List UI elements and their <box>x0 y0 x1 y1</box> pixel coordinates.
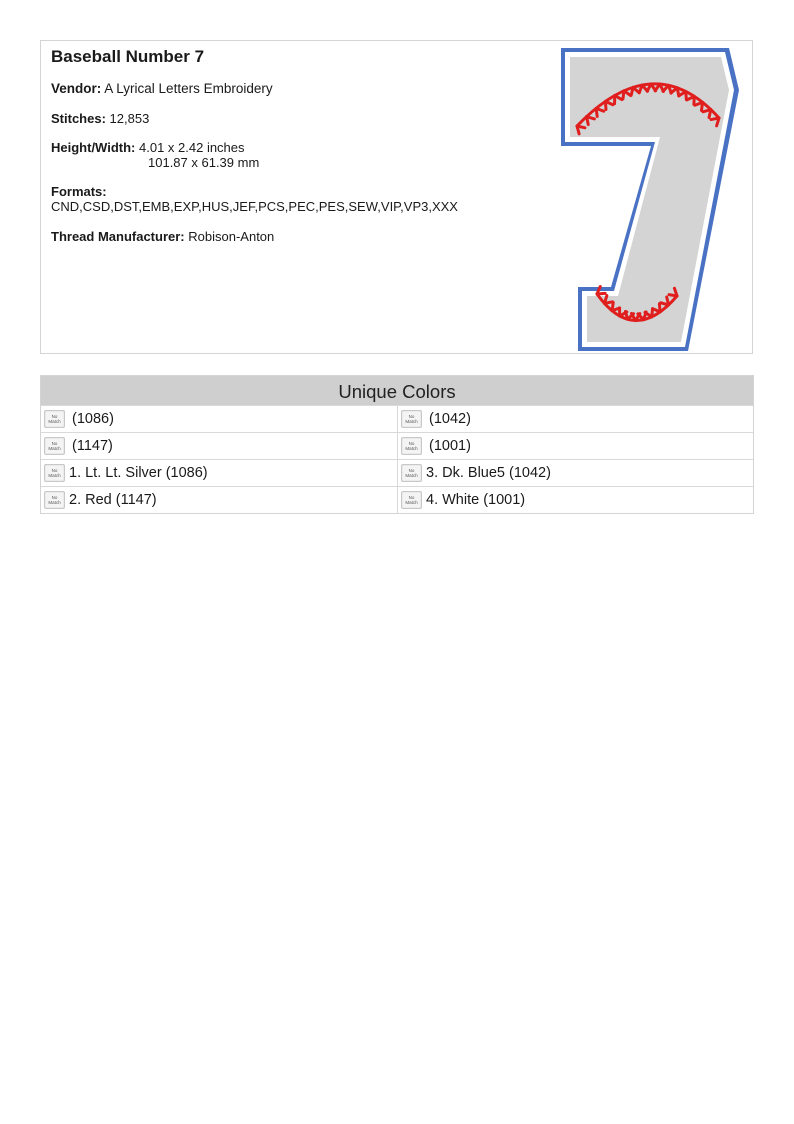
color-swatch <box>44 491 65 509</box>
stitch-mark <box>701 102 702 110</box>
seven-silver-fill <box>570 57 729 342</box>
swatch-no-text: No <box>408 495 415 500</box>
stitches-value: 12,853 <box>109 111 150 126</box>
swatch-no-text: No <box>51 441 58 446</box>
swatch-no-text: No <box>51 468 58 473</box>
formats-list: CND,CSD,DST,EMB,EXP,HUS,JEF,PCS,PEC,PES,SEW,VIP,VP3,XXX <box>51 199 458 214</box>
size-label: Height/Width: <box>51 140 136 155</box>
stitch-mark <box>667 297 669 305</box>
swatch-match-text: Match <box>48 419 61 424</box>
color-name: 4. White (1001) <box>426 492 526 508</box>
vendor-label: Vendor: <box>51 81 102 96</box>
color-cell <box>41 432 398 459</box>
color-cell <box>398 486 753 513</box>
baseball-number-7-image <box>559 46 744 351</box>
color-swatch <box>401 437 422 455</box>
color-code: (1001) <box>429 438 471 454</box>
color-cell <box>41 459 398 486</box>
swatch-match-text: Match <box>405 473 418 478</box>
swatch-match-text: Match <box>405 446 418 451</box>
swatch-no-text: No <box>408 441 415 446</box>
swatch-match-text: Match <box>48 500 61 505</box>
vendor-value: A Lyrical Letters Embroidery <box>104 81 273 96</box>
stitch-mark <box>597 293 605 294</box>
color-name: 1. Lt. Lt. Silver (1086) <box>69 465 208 481</box>
color-cell <box>398 459 753 486</box>
design-info-box <box>40 40 753 354</box>
vendor-row <box>51 81 273 96</box>
color-swatch <box>401 491 422 509</box>
thread-value: Robison-Anton <box>188 229 275 244</box>
swatch-match-text: Match <box>48 446 61 451</box>
stitch-mark <box>659 304 660 312</box>
color-cell <box>41 486 398 513</box>
color-name: 2. Red (1147) <box>69 492 157 508</box>
color-swatch <box>44 464 65 482</box>
color-cell <box>41 405 398 432</box>
color-cell <box>398 432 753 459</box>
color-swatch <box>44 410 65 428</box>
color-code: (1042) <box>429 411 471 427</box>
swatch-match-text: Match <box>48 473 61 478</box>
design-title: Baseball Number 7 <box>51 47 205 66</box>
color-swatch <box>401 464 422 482</box>
stitch-mark <box>686 92 687 100</box>
color-swatch <box>401 410 422 428</box>
stitches-label: Stitches: <box>51 111 106 126</box>
color-name: 3. Dk. Blue5 (1042) <box>426 465 551 481</box>
color-code: (1147) <box>72 438 113 454</box>
thread-row <box>51 229 274 244</box>
stitch-mark <box>577 126 585 128</box>
formats-label: Formats: <box>51 184 107 199</box>
swatch-no-text: No <box>51 495 58 500</box>
color-cell <box>398 405 753 432</box>
size-inches: 4.01 x 2.42 inches <box>139 140 245 155</box>
stitches-row <box>51 111 149 126</box>
swatch-match-text: Match <box>405 419 418 424</box>
swatch-no-text: No <box>408 414 415 419</box>
unique-colors-grid <box>41 405 753 513</box>
unique-colors-table <box>40 375 754 514</box>
size-mm: 101.87 x 61.39 mm <box>148 155 260 170</box>
color-swatch <box>44 437 65 455</box>
swatch-no-text: No <box>408 468 415 473</box>
thread-label: Thread Manufacturer: <box>51 229 185 244</box>
stitch-mark <box>709 110 711 118</box>
swatch-match-text: Match <box>405 500 418 505</box>
swatch-no-text: No <box>51 414 58 419</box>
stitch-mark <box>604 302 612 304</box>
size-row <box>51 140 245 155</box>
unique-colors-header: Unique Colors <box>41 376 753 405</box>
color-code: (1086) <box>72 411 114 427</box>
